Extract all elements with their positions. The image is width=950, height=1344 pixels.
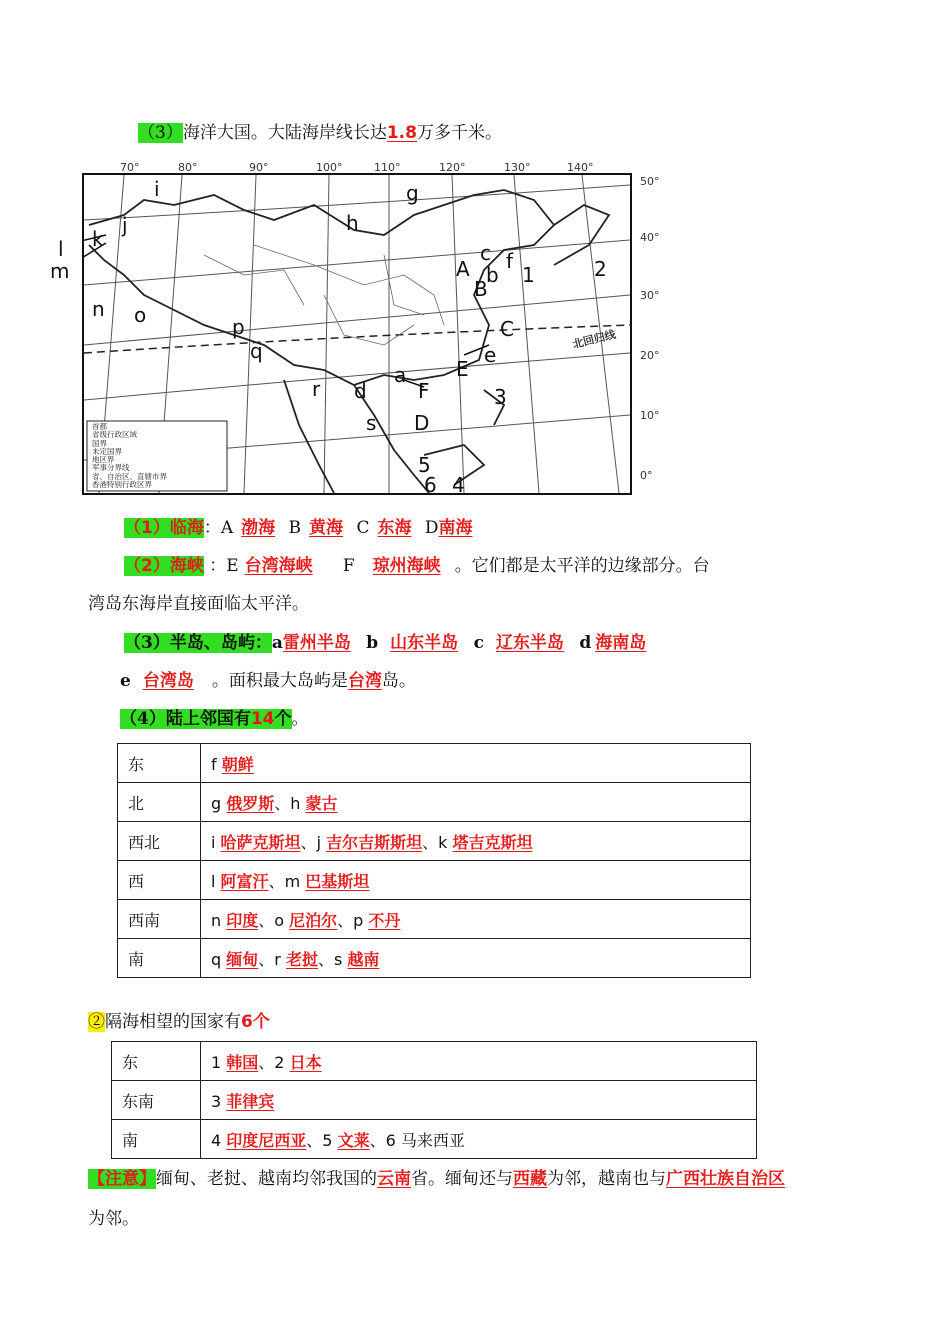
table-row [118,744,751,783]
country-name: 阿富汗 [220,871,269,891]
map-legend [92,423,167,489]
region-guangxi: 广西壮族自治区 [666,1169,785,1189]
land-count: 14 [250,709,275,729]
countries-cell [201,1120,757,1159]
separator: 、 [258,1052,275,1072]
tick-lat: 30° [640,289,660,302]
letter: D [424,518,439,538]
country-key: 3 [211,1091,227,1111]
letter: e [120,671,131,691]
map-label-D: D [414,411,430,435]
countries-cell [201,939,751,978]
sea-count: 6个 [241,1012,270,1032]
legend-item: 国界 [92,438,107,448]
strait-e: 台湾海峡 [244,556,313,576]
country-key: p [353,910,369,930]
country-key: r [274,949,286,969]
direction-cell: 北 [118,783,201,822]
country-name: 越南 [347,949,380,969]
separator: 、 [306,1130,323,1150]
separator: 、 [337,910,354,930]
map-label-a: a [394,363,407,387]
peninsula-line-2 [120,669,416,693]
separator: 、 [369,1130,386,1150]
map-label-A: A [456,257,470,281]
map-label-b: b [486,263,499,287]
tick-lat: 20° [640,349,660,362]
note-line-2: 为邻。 [88,1209,139,1229]
land-neighbors-line [120,707,309,731]
country-name: 尼泊尔 [289,910,338,930]
map-label-B: B [474,277,488,301]
map-label-i: i [154,177,160,201]
letter: F [342,556,355,576]
island-d: 海南岛 [595,633,647,653]
country-name: 韩国 [226,1052,259,1072]
legend-item: 首都 [92,422,107,431]
tick-lon: 80° [178,161,198,174]
letter: A [220,518,234,538]
largest-island: 台湾 [347,671,382,691]
countries-cell [201,1042,757,1081]
map-label-d: d [354,379,367,403]
legend-item: 地区界 [92,455,115,465]
land-neighbors-table [117,743,751,978]
table-row [118,783,751,822]
country-name: 哈萨克斯坦 [220,832,301,852]
text: 。面积最大岛屿是 [211,671,348,691]
strait-f: 琼州海峡 [372,556,441,576]
country-key: f [211,754,222,774]
seas-line [124,516,473,540]
letter: a [271,633,283,653]
title-text: 海洋大国。大陆海岸线长达 [182,123,387,143]
text: 省。缅甸还与 [411,1169,513,1189]
peninsula-c: 辽东半岛 [495,633,564,653]
straits-line-2: 湾岛东海岸直接面临太平洋。 [88,594,309,614]
country-name: 文莱 [337,1130,370,1150]
country-key: i [211,832,221,852]
text: 岛。 [381,671,416,691]
country-name: 俄罗斯 [226,793,275,813]
map-label-h: h [346,211,359,235]
direction-cell: 东南 [112,1081,201,1120]
tick-lon: 100° [316,161,343,174]
letter: C [356,518,370,538]
country-name: 菲律宾 [226,1091,275,1111]
country-name: 塔吉克斯坦 [452,832,533,852]
table-row [118,861,751,900]
island-e: 台湾岛 [142,671,194,691]
separator: 、 [300,832,317,852]
countries-cell [201,744,751,783]
countries-cell [201,822,751,861]
country-key: g [211,793,227,813]
china-map [50,161,660,497]
map-label-o: o [134,303,147,327]
map-label-r: r [312,377,321,401]
sea-b: 黄海 [309,518,344,538]
country-key: m [284,871,306,891]
country-key: k [438,832,453,852]
table-row [118,900,751,939]
legend-item: 省级行政区域 [92,430,137,440]
straits-tail: 。它们都是太平洋的边缘部分。台 [454,556,710,576]
tick-lon: 70° [120,161,140,174]
map-label-5: 5 [418,453,431,477]
tick-lon: 90° [249,161,269,174]
title-text-2: 万多千米。 [416,123,502,143]
map-label-2: 2 [594,257,607,281]
country-key: 1 [211,1052,227,1072]
country-name: 巴基斯坦 [305,871,370,891]
sea-d: 南海 [438,518,473,538]
letter: c [473,633,484,653]
colon: ： [203,556,227,576]
country-key: 6 [385,1130,401,1150]
legend-item: 军事分界线 [92,463,130,473]
country-name: 印度 [226,910,259,930]
map-label-q: q [250,339,263,363]
map-label-j: j [122,213,128,237]
peninsula-line [124,631,656,655]
tick-lat: 10° [640,409,660,422]
region-tibet: 西藏 [513,1169,547,1189]
direction-cell: 西南 [118,900,201,939]
tick-lon: 130° [504,161,531,174]
country-name: 日本 [289,1052,322,1072]
country-key: o [274,910,290,930]
country-name: 马来西亚 [400,1130,465,1150]
map-label-n: n [92,297,105,321]
map-label-3: 3 [494,385,507,409]
countries-cell [201,1081,757,1120]
note-line [88,1167,785,1191]
map-label-C: C [500,317,514,341]
country-name: 不丹 [368,910,401,930]
country-name: 印度尼西亚 [226,1130,307,1150]
country-key: n [211,910,227,930]
countries-cell [201,783,751,822]
legend-item: 未定国界 [92,446,122,456]
section-tag: （3） [138,123,183,143]
note-tag: 【注意】 [88,1169,156,1189]
country-name: 缅甸 [226,949,259,969]
country-key: s [333,949,348,969]
separator: 、 [317,949,334,969]
table-row [112,1042,757,1081]
direction-cell: 南 [118,939,201,978]
country-name: 蒙古 [305,793,338,813]
text: 为邻，越南也与 [547,1169,666,1189]
peninsula-tag: （3）半岛、岛屿： [124,633,272,653]
map-label-F: F [418,379,430,403]
direction-cell: 东 [112,1042,201,1081]
land-tag: （4）陆上邻国有 [120,709,251,729]
map-label-m: m [50,259,70,283]
period: 。 [291,709,309,729]
map-label-g: g [406,181,419,205]
tick-lat: 0° [640,469,653,482]
separator: 、 [258,910,275,930]
seas-tag: （1）临海 [124,518,204,538]
legend-item: 省、自治区、直辖市界 [92,471,167,481]
table-row [118,822,751,861]
tick-lon: 140° [567,161,594,174]
table-row [118,939,751,978]
direction-cell: 南 [112,1120,201,1159]
tick-lat: 50° [640,175,660,188]
circled-two: ② [88,1012,105,1032]
legend-item: 香港特别行政区界 [92,480,152,490]
tick-lat: 40° [640,231,660,244]
map-label-l: l [58,237,64,261]
country-key: q [211,949,227,969]
separator: 、 [422,832,439,852]
separator: 、 [258,949,275,969]
peninsula-b: 山东半岛 [390,633,459,653]
direction-cell: 东 [118,744,201,783]
separator: 、 [268,871,285,891]
text: 缅甸、老挝、越南均邻我国的 [156,1169,377,1189]
country-key: 2 [274,1052,290,1072]
peninsula-a: 雷州半岛 [282,633,351,653]
map-label-1: 1 [522,263,535,287]
map-label-e: e [484,343,497,367]
letter: B [288,518,302,538]
letter: b [366,633,379,653]
table-row [112,1120,757,1159]
direction-cell: 西 [118,861,201,900]
country-key: h [290,793,306,813]
straits-line [124,554,710,578]
countries-cell [201,900,751,939]
country-key: j [316,832,327,852]
countries-cell [201,861,751,900]
map-label-c: c [480,241,491,265]
sea-neighbors-table [111,1041,757,1159]
sea-neighbors-line [88,1010,270,1034]
tick-lon: 110° [374,161,401,174]
letter: E [226,556,239,576]
map-label-E: E [456,357,469,381]
sea-text: 隔海相望的国家有 [105,1012,241,1032]
country-key: 5 [322,1130,338,1150]
colon: ： [203,518,221,538]
tropic-label: 北回归线 [571,327,618,352]
map-label-6: 6 [424,473,437,497]
country-key: 4 [211,1130,227,1150]
letter: d [579,633,592,653]
country-name: 吉尔吉斯斯坦 [326,832,423,852]
map-label-4: 4 [452,473,465,497]
title-line [138,121,502,145]
land-tag-2: 个 [274,709,292,729]
tick-lon: 120° [439,161,466,174]
sea-c: 东海 [377,518,412,538]
separator: 、 [274,793,291,813]
province-yunnan: 云南 [377,1169,411,1189]
coastline-value: 1.8 [386,123,417,143]
map-label-p: p [232,315,245,339]
table-row [112,1081,757,1120]
straits-tag: （2）海峡 [124,556,204,576]
map-label-k: k [92,227,104,251]
country-key: l [211,871,221,891]
country-name: 老挝 [285,949,318,969]
country-name: 朝鲜 [221,754,254,774]
map-label-s: s [366,411,377,435]
direction-cell: 西北 [118,822,201,861]
sea-a: 渤海 [241,518,276,538]
map-label-f: f [506,249,514,273]
